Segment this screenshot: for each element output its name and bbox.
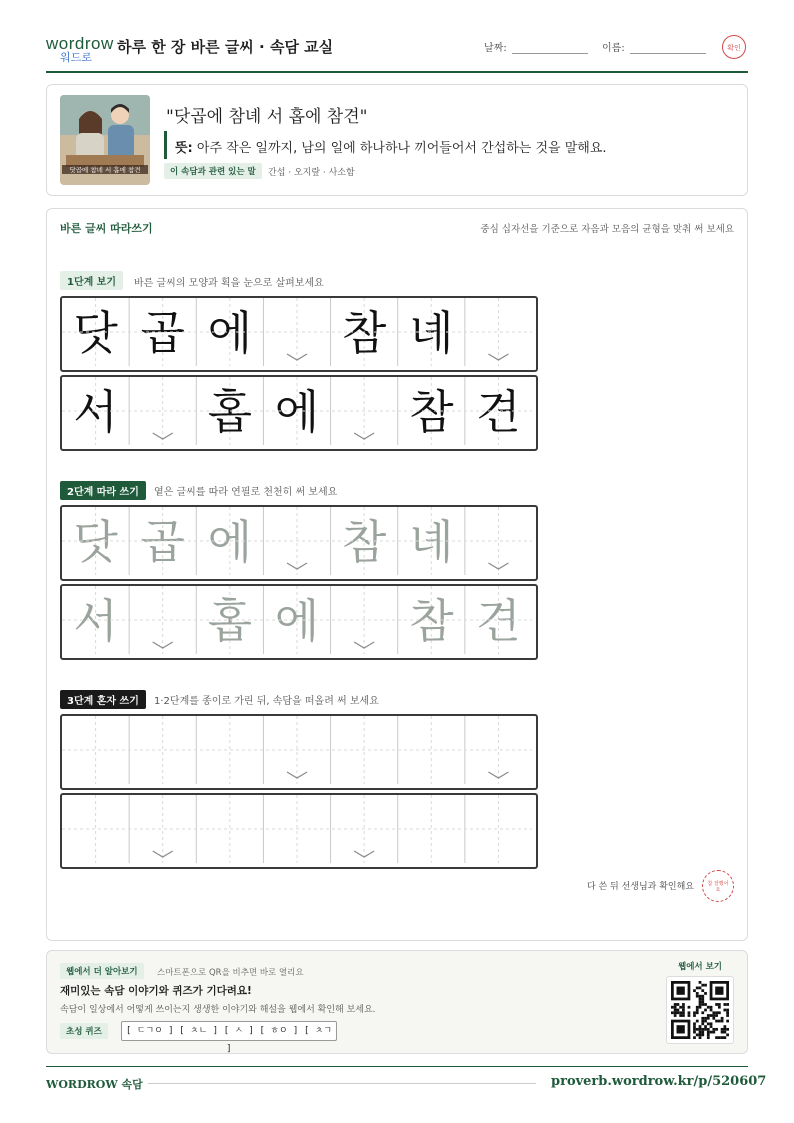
qr-module	[701, 998, 704, 1001]
header-rule	[46, 71, 748, 73]
practice-character: 에	[274, 385, 320, 439]
step2-desc: 옅은 글씨를 따라 연필로 천천히 써 보세요	[154, 487, 338, 498]
practice-character[interactable]: 참	[409, 594, 454, 648]
practice-character: 에	[207, 306, 253, 360]
qr-module	[688, 1014, 691, 1017]
qr-module	[699, 1033, 702, 1036]
practice-character: 참	[409, 385, 454, 439]
qr-module	[707, 1014, 710, 1017]
qr-module	[682, 1003, 685, 1006]
qr-module	[679, 1006, 682, 1009]
meaning-text: 아주 작은 일까지, 남의 일에 하나하나 끼어들어서 간섭하는 것을 말해요.	[192, 141, 607, 156]
qr-module	[710, 1031, 713, 1034]
qr-module	[715, 1014, 718, 1017]
step3-row-1[interactable]	[60, 714, 538, 790]
practice-character[interactable]: 에	[274, 594, 320, 648]
step1-row-2	[60, 375, 538, 451]
qr-module	[723, 1028, 726, 1031]
stamp-text: 확인	[727, 44, 741, 52]
qr-module	[704, 1009, 707, 1012]
qr-module	[723, 1031, 726, 1034]
web-headline: 재미있는 속담 이야기와 퀴즈가 기다려요!	[60, 985, 252, 997]
qr-code-icon[interactable]	[666, 976, 734, 1044]
qr-module	[699, 998, 702, 1001]
qr-module	[701, 995, 704, 998]
qr-module	[707, 1022, 710, 1025]
qr-module	[707, 1033, 710, 1036]
qr-module	[671, 1011, 674, 1014]
practice-character[interactable]: 닷	[73, 515, 118, 569]
qr-module	[679, 1011, 682, 1014]
qr-module	[699, 1036, 702, 1039]
qr-module	[723, 1009, 726, 1012]
qr-module	[682, 1006, 685, 1009]
qr-finder	[715, 987, 723, 995]
qr-module	[726, 1009, 729, 1012]
qr-module	[704, 1028, 707, 1031]
qr-module	[704, 992, 707, 995]
qr-module	[715, 1020, 718, 1023]
qr-module	[710, 1009, 713, 1012]
qr-module	[710, 1025, 713, 1028]
practice-character[interactable]: 녜	[409, 515, 454, 569]
qr-module	[701, 984, 704, 987]
logo-text: wordrow	[46, 34, 114, 53]
qr-module	[704, 984, 707, 987]
qr-finder	[677, 1025, 685, 1033]
qr-finder	[677, 987, 685, 995]
qr-module	[712, 1031, 715, 1034]
qr-module	[671, 1006, 674, 1009]
qr-module	[718, 1036, 721, 1039]
qr-module	[726, 1020, 729, 1023]
illustration-caption: 닷곱에 참녜 서 홉에 참견	[62, 165, 148, 174]
qr-module	[704, 1025, 707, 1028]
practice-character: 서	[73, 385, 118, 439]
qr-module	[701, 1022, 704, 1025]
qr-module	[699, 995, 702, 998]
step2-badge: 2단계 따라 쓰기	[60, 481, 146, 500]
qr-module	[693, 1025, 696, 1028]
qr-module	[726, 1011, 729, 1014]
qr-module	[710, 1022, 713, 1025]
qr-module	[707, 1006, 710, 1009]
qr-module	[712, 1011, 715, 1014]
name-field[interactable]	[630, 53, 706, 54]
qr-module	[693, 1028, 696, 1031]
qr-module	[688, 1006, 691, 1009]
meaning-accent-bar	[164, 131, 167, 159]
qr-module	[682, 1009, 685, 1012]
qr-module	[701, 1033, 704, 1036]
qr-module	[707, 1031, 710, 1034]
logo-korean: 워드로	[60, 51, 92, 64]
qr-module	[715, 1003, 718, 1006]
qr-module	[693, 1014, 696, 1017]
qr-module	[723, 1003, 726, 1006]
qr-module	[715, 1036, 718, 1039]
qr-module	[696, 995, 699, 998]
practice-character: 홉	[207, 385, 253, 439]
practice-character: 참	[341, 306, 387, 360]
qr-module	[674, 1009, 677, 1012]
page-title: 하루 한 장 바른 글씨 · 속담 교실	[117, 38, 334, 56]
qr-module	[707, 1017, 710, 1020]
qr-module	[677, 1009, 680, 1012]
date-field[interactable]	[512, 53, 588, 54]
qr-module	[701, 1020, 704, 1023]
date-label: 날짜:	[484, 43, 507, 54]
qr-module	[699, 1003, 702, 1006]
step1-desc: 바른 글씨의 모양과 획을 눈으로 살펴보세요	[134, 278, 324, 289]
practice-character[interactable]: 곱	[140, 515, 185, 569]
qr-module	[715, 1028, 718, 1031]
qr-module	[701, 1031, 704, 1034]
quiz-box: [ ㄷㄱㅇ ] [ ㅊㄴ ] [ ㅅ ] [ ㅎㅇ ] [ ㅊㄱ ]	[121, 1021, 337, 1041]
footer-brand: WORDROW 속담	[46, 1078, 143, 1091]
practice-character[interactable]: 홉	[207, 594, 253, 648]
qr-module	[701, 1028, 704, 1031]
qr-module	[721, 1017, 724, 1020]
qr-module	[696, 1028, 699, 1031]
related-label: 이 속담과 관련 있는 말	[164, 163, 262, 179]
qr-module	[674, 1014, 677, 1017]
qr-module	[707, 1028, 710, 1031]
proverb-text: "닷곱에 참녜 서 홉에 참견"	[166, 107, 368, 127]
qr-module	[693, 1022, 696, 1025]
qr-module	[674, 1003, 677, 1006]
qr-module	[696, 987, 699, 990]
footer-url[interactable]: proverb.wordrow.kr/p/520607	[551, 1074, 767, 1089]
step3-badge: 3단계 혼자 쓰기	[60, 690, 146, 709]
qr-module	[701, 1003, 704, 1006]
qr-module	[696, 1011, 699, 1014]
qr-module	[693, 1036, 696, 1039]
qr-module	[712, 1014, 715, 1017]
practice-character[interactable]: 참	[341, 515, 387, 569]
step1-badge: 1단계 보기	[60, 271, 123, 290]
section-title: 바른 글씨 따라쓰기	[60, 222, 153, 235]
qr-module	[682, 1014, 685, 1017]
qr-module	[718, 1006, 721, 1009]
qr-module	[699, 1006, 702, 1009]
qr-module	[726, 1003, 729, 1006]
step2-row-1[interactable]	[60, 505, 538, 581]
check-seal-icon	[722, 35, 746, 59]
meaning-label: 뜻:	[175, 141, 193, 156]
qr-module	[710, 1014, 713, 1017]
qr-module	[693, 1011, 696, 1014]
practice-character: 녜	[409, 306, 454, 360]
qr-module	[693, 1031, 696, 1034]
web-tag: 웹에서 더 알아보기	[60, 963, 144, 979]
qr-module	[693, 989, 696, 992]
teacher-stamp-icon	[702, 870, 734, 902]
teacher-check-note: 다 쓴 뒤 선생님과 확인해요	[586, 882, 694, 892]
related-words: 간섭 · 오지랖 · 사소함	[268, 168, 355, 178]
qr-module	[707, 1036, 710, 1039]
qr-module	[721, 1020, 724, 1023]
qr-module	[723, 1025, 726, 1028]
step3-row-2[interactable]	[60, 793, 538, 869]
practice-character[interactable]: 서	[73, 594, 118, 648]
qr-module	[674, 1006, 677, 1009]
qr-module	[699, 987, 702, 990]
footer-rule	[46, 1066, 748, 1067]
qr-module	[699, 1025, 702, 1028]
qr-module	[704, 1003, 707, 1006]
step2-row-2[interactable]	[60, 584, 538, 660]
qr-module	[718, 1020, 721, 1023]
web-see-label: 웹에서 보기	[677, 962, 722, 972]
qr-module	[718, 1003, 721, 1006]
qr-module	[718, 1011, 721, 1014]
web-subtext: 속담이 일상에서 어떻게 쓰이는지 생생한 이야기와 해설을 웹에서 확인해 보세요.	[60, 1005, 376, 1015]
qr-module	[677, 1011, 680, 1014]
qr-module	[704, 1017, 707, 1020]
qr-module	[699, 1028, 702, 1031]
qr-module	[699, 1000, 702, 1003]
qr-module	[701, 1017, 704, 1020]
qr-module	[721, 1036, 724, 1039]
qr-module	[696, 1020, 699, 1023]
qr-module	[721, 1028, 724, 1031]
practice-character[interactable]: 견	[476, 594, 521, 648]
step3-desc: 1·2단계를 종이로 가린 뒤, 속담을 떠올려 써 보세요	[154, 696, 379, 707]
practice-character: 견	[476, 385, 521, 439]
qr-module	[679, 1014, 682, 1017]
step1-row-1	[60, 296, 538, 372]
qr-module	[688, 1011, 691, 1014]
name-label: 이름:	[602, 43, 625, 54]
qr-module	[726, 1033, 729, 1036]
practice-character: 곱	[140, 306, 185, 360]
practice-character[interactable]: 에	[207, 515, 253, 569]
qr-module	[704, 1020, 707, 1023]
qr-module	[721, 1031, 724, 1034]
qr-module	[696, 992, 699, 995]
qr-module	[682, 1011, 685, 1014]
meaning	[175, 137, 607, 156]
qr-module	[723, 1036, 726, 1039]
qr-module	[726, 1014, 729, 1017]
qr-module	[674, 1011, 677, 1014]
section-note: 중심 십자선을 기준으로 자음과 모음의 균형을 맞춰 써 보세요	[480, 224, 734, 235]
qr-module	[712, 1017, 715, 1020]
qr-module	[701, 1011, 704, 1014]
qr-module	[696, 1009, 699, 1012]
quiz-label: 초성 퀴즈	[60, 1023, 108, 1039]
qr-module	[696, 1033, 699, 1036]
qr-module	[701, 1000, 704, 1003]
footer-divider	[148, 1083, 536, 1084]
qr-module	[699, 981, 702, 984]
qr-module	[696, 1006, 699, 1009]
qr-module	[701, 989, 704, 992]
qr-module	[726, 1028, 729, 1031]
qr-module	[699, 1031, 702, 1034]
qr-module	[677, 1003, 680, 1006]
qr-module	[710, 1006, 713, 1009]
qr-module	[712, 1028, 715, 1031]
web-tag-desc: 스마트폰으로 QR을 비추면 바로 열리요	[157, 968, 304, 978]
teacher-stamp-text: 참 잘했어요	[707, 881, 729, 893]
practice-character: 닷	[73, 306, 118, 360]
qr-module	[715, 1011, 718, 1014]
